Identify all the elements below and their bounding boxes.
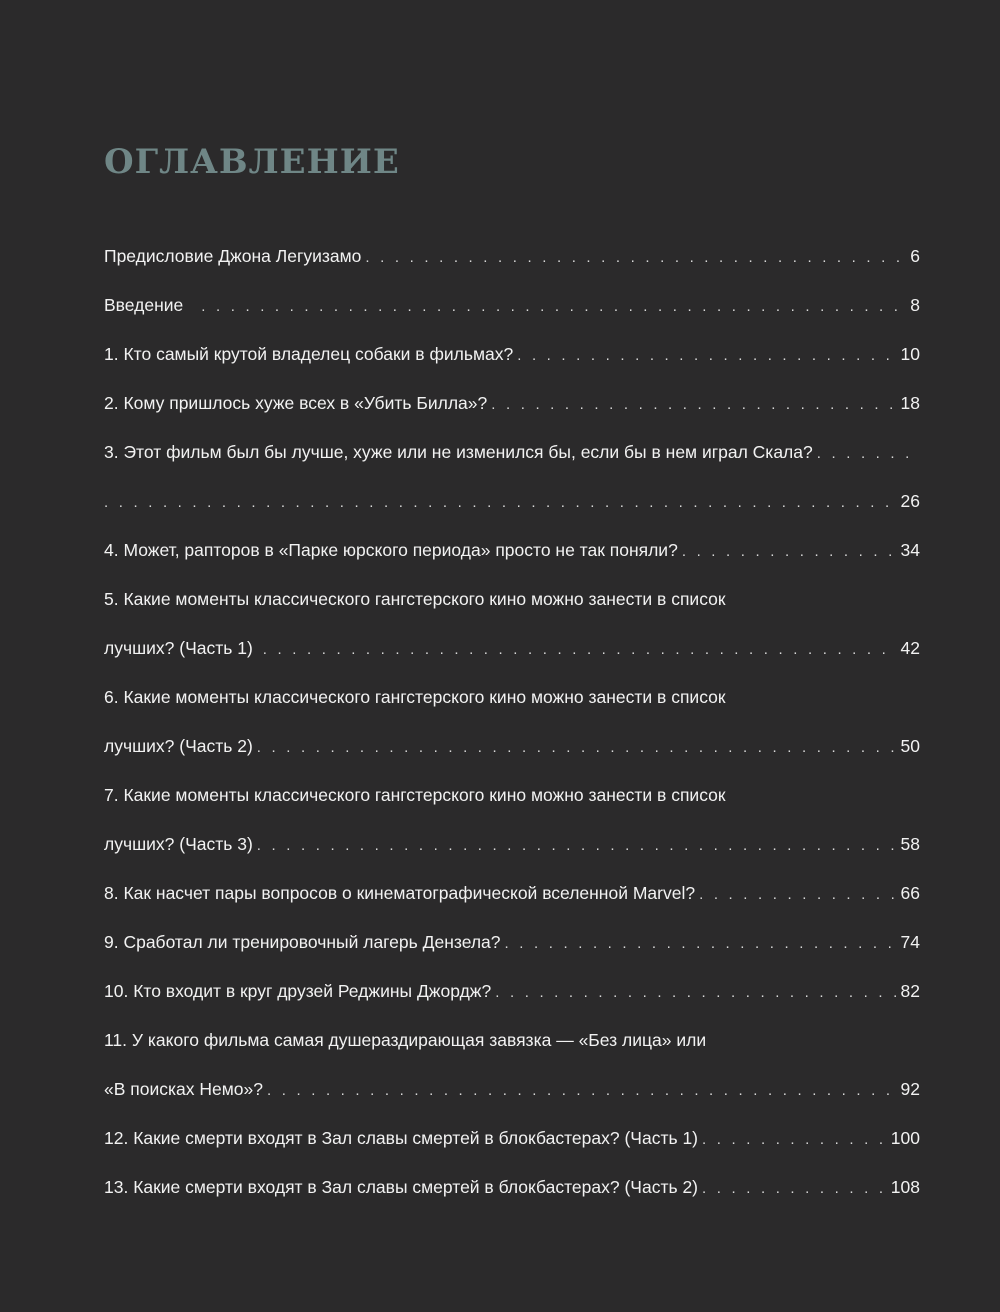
dot-leader bbox=[699, 875, 896, 915]
toc-entry-chapter-9[interactable] bbox=[104, 922, 920, 971]
dot-leader bbox=[495, 973, 896, 1013]
toc-entry-page: 10 bbox=[900, 344, 920, 364]
toc-entry-title: Предисловие Джона Легуизамо bbox=[104, 246, 362, 266]
toc-entry-page: 66 bbox=[900, 883, 920, 903]
toc-entry-title: 2. Кому пришлось хуже всех в «Убить Билла»? bbox=[104, 393, 488, 413]
toc-entry-chapter-4[interactable] bbox=[104, 530, 920, 579]
toc-entry-title: 3. Этот фильм был бы лучше, хуже или не изменился бы, если бы в нем играл Скала? bbox=[104, 442, 813, 462]
toc-entry-page: 8 bbox=[910, 295, 920, 315]
toc-entry-foreword[interactable] bbox=[104, 236, 920, 285]
toc-entry-title: 9. Сработал ли тренировочный лагерь Дензела? bbox=[104, 932, 501, 952]
toc-entry-title: 5. Какие моменты классического гангстерского кино можно занести в список bbox=[104, 589, 726, 609]
dot-leader bbox=[104, 483, 897, 523]
toc-entry-title: 8. Как насчет пары вопросов о кинематографической вселенной Marvel? bbox=[104, 883, 696, 903]
dot-leader bbox=[491, 385, 896, 425]
toc-entry-title: «В поисках Немо»? bbox=[104, 1079, 263, 1099]
toc-entry-page: 26 bbox=[900, 491, 920, 511]
dot-leader bbox=[702, 1120, 887, 1160]
toc-entry-title: 10. Кто входит в круг друзей Реджины Джордж? bbox=[104, 981, 492, 1001]
table-of-contents bbox=[104, 236, 920, 1216]
toc-entry-chapter-2[interactable] bbox=[104, 383, 920, 432]
dot-leader bbox=[682, 532, 897, 572]
toc-entry-page: 108 bbox=[890, 1177, 920, 1197]
toc-entry-chapter-10[interactable] bbox=[104, 971, 920, 1020]
dot-leader bbox=[817, 434, 916, 474]
dot-leader bbox=[201, 287, 906, 327]
toc-entry-page: 100 bbox=[890, 1128, 920, 1148]
toc-entry-title: 12. Какие смерти входят в Зал славы смертей в блокбастерах? (Часть 1) bbox=[104, 1128, 699, 1148]
toc-entry-title: 1. Кто самый крутой владелец собаки в фильмах? bbox=[104, 344, 514, 364]
toc-entry-title: 11. У какого фильма самая душераздирающая завязка — «Без лица» или bbox=[104, 1030, 707, 1050]
toc-entry-title: 6. Какие моменты классического гангстерского кино можно занести в список bbox=[104, 687, 726, 707]
dot-leader bbox=[257, 728, 897, 768]
toc-entry-chapter-8[interactable] bbox=[104, 873, 920, 922]
toc-entry-page: 50 bbox=[900, 736, 920, 756]
toc-entry-chapter-7[interactable] bbox=[104, 775, 920, 824]
dot-leader bbox=[263, 630, 897, 670]
dot-leader bbox=[505, 924, 897, 964]
toc-entry-title: 4. Может, рапторов в «Парке юрского периода» просто не так поняли? bbox=[104, 540, 678, 560]
dot-leader bbox=[517, 336, 896, 376]
toc-entry-title: 7. Какие моменты классического гангстерского кино можно занести в список bbox=[104, 785, 726, 805]
toc-entry-chapter-11-continued[interactable] bbox=[104, 1069, 920, 1118]
toc-entry-page: 18 bbox=[900, 393, 920, 413]
toc-entry-chapter-11[interactable] bbox=[104, 1020, 920, 1069]
toc-entry-chapter-1[interactable] bbox=[104, 334, 920, 383]
toc-entry-chapter-5-continued[interactable] bbox=[104, 628, 920, 677]
toc-entry-chapter-3-continued[interactable] bbox=[104, 481, 920, 530]
dot-leader bbox=[257, 826, 897, 866]
dot-leader bbox=[267, 1071, 897, 1111]
toc-entry-chapter-7-continued[interactable] bbox=[104, 824, 920, 873]
dot-leader bbox=[365, 238, 906, 278]
toc-entry-introduction[interactable] bbox=[104, 285, 920, 334]
toc-entry-page: 34 bbox=[900, 540, 920, 560]
toc-entry-page: 58 bbox=[900, 834, 920, 854]
toc-entry-chapter-5[interactable] bbox=[104, 579, 920, 628]
toc-entry-title: лучших? (Часть 3) bbox=[104, 834, 253, 854]
toc-entry-page: 92 bbox=[900, 1079, 920, 1099]
toc-entry-page: 82 bbox=[900, 981, 920, 1001]
toc-entry-page: 6 bbox=[910, 246, 920, 266]
toc-entry-page: 42 bbox=[900, 638, 920, 658]
toc-entry-title: лучших? (Часть 1) bbox=[104, 638, 253, 658]
toc-entry-chapter-6-continued[interactable] bbox=[104, 726, 920, 775]
toc-entry-chapter-13[interactable] bbox=[104, 1167, 920, 1216]
toc-entry-title: 13. Какие смерти входят в Зал славы смертей в блокбастерах? (Часть 2) bbox=[104, 1177, 699, 1197]
toc-entry-chapter-6[interactable] bbox=[104, 677, 920, 726]
toc-entry-title: Введение bbox=[104, 295, 184, 315]
toc-entry-page: 74 bbox=[900, 932, 920, 952]
toc-entry-title: лучших? (Часть 2) bbox=[104, 736, 253, 756]
toc-entry-chapter-12[interactable] bbox=[104, 1118, 920, 1167]
page-title: ОГЛАВЛЕНИЕ bbox=[104, 142, 400, 182]
toc-entry-chapter-3[interactable] bbox=[104, 432, 920, 481]
dot-leader bbox=[702, 1169, 887, 1209]
